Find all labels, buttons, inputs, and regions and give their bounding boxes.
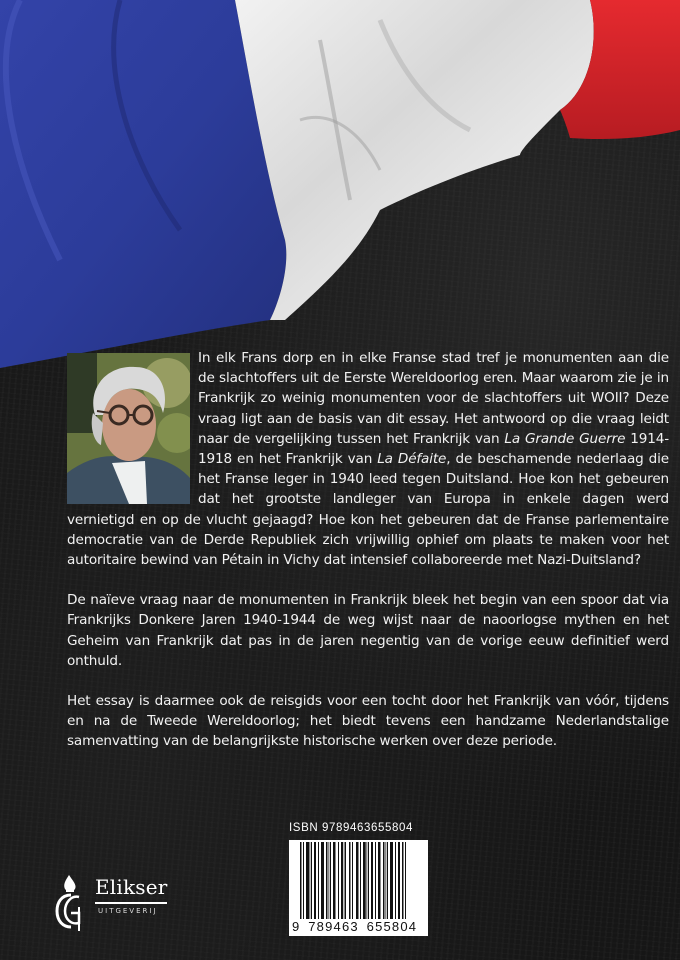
elikser-monogram-icon: [55, 873, 95, 933]
isbn-label: ISBN 9789463655804: [289, 822, 413, 834]
french-flag-icon: [0, 0, 680, 370]
publisher-subtitle: UITGEVERIJ: [98, 907, 158, 915]
blurb-paragraph-3: Het essay is daarmee ook de reisgids voor een tocht door het Frankrijk van vóór, tijdens en na de Tweede Wereldoorlog; het biedt tevens een handzame Nederlandstalige samenvatting van de belangrijkste historische werken over deze periode.: [67, 693, 669, 750]
photo-spacer: [67, 348, 198, 508]
barcode: [289, 840, 428, 936]
publisher-name: Elikser: [95, 875, 168, 899]
title-italic-la-grande-guerre: La Grande Guerre: [504, 430, 626, 447]
blurb-text: In elk Frans dorp en in elke Franse stad tref je monumenten aan die de slachtoffers uit de Eerste Wereldoorlog eren. Maar waarom zie je in Frankrijk zo weinig monumenten voor de slachtoffers uit WOII? Deze vraag ligt aan de basis van dit essay. Het antwoord op die vraag leidt naar de vergelijking tussen het Frankrijk van: [198, 350, 669, 447]
publisher-logo: [55, 873, 175, 933]
blurb-text: 1914-1918 en het Frankrijk van: [198, 430, 670, 468]
blurb-text: , de beschamende nederlaag die het Franse leger in 1940 leed tegen Duitsland. Hoe kon het gebeuren dat het grootste landleger van Europa in enkele dagen werd vernietigd en op de vlucht gejaagd? Hoe kon het gebeuren dat de Franse parlementaire democratie van de Derde Republiek zich vrijwillig ophief om plaats te maken voor het autoritaire bewind van Pétain in Vichy dat intensief collaboreerde met Nazi-Duitsland?: [67, 451, 669, 569]
book-blurb: [67, 348, 669, 772]
barcode-digits: 9 789463 655804: [292, 919, 418, 934]
blurb-paragraph-2: De naïeve vraag naar de monumenten in Frankrijk bleek het begin van een spoor dat via Frankrijks Donkere Jaren 1940-1944 de weg wijst naar de naoorlogse mythen en het Geheim van Frankrijk dat pas in de jaren negentig van de vorige eeuw definitief werd onthuld.: [67, 592, 669, 669]
title-italic-la-defaite: La Défaite: [377, 451, 447, 468]
logo-divider: [95, 902, 167, 904]
blurb-paragraph-1: [67, 348, 669, 570]
